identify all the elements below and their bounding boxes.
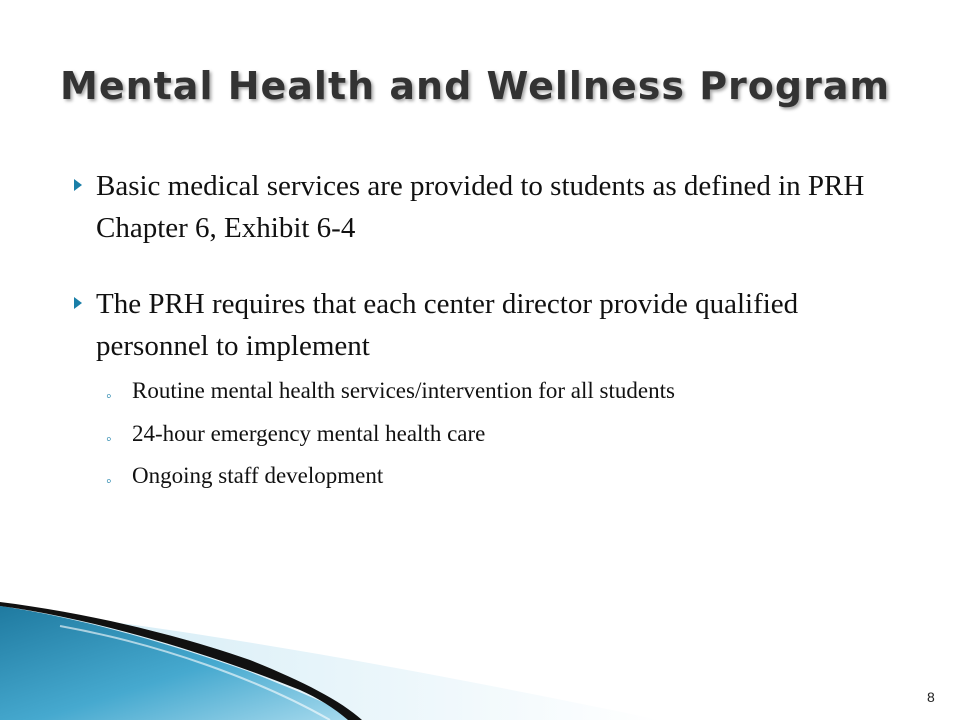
sub-bullet-text: Ongoing staff development [132, 463, 384, 488]
bullet-item [96, 165, 876, 249]
sub-bullet-item [106, 419, 912, 449]
page-number: 8 [927, 689, 935, 705]
sub-bullet-text: 24-hour emergency mental health care [132, 421, 486, 446]
bullet-text: Basic medical services are provided to students as defined in PRH Chapter 6, Exhibit 6-4 [96, 170, 865, 244]
ring-bullet-icon: ◦ [106, 388, 112, 405]
triangle-arrow-icon [74, 179, 82, 191]
slide-title: Mental Health and Wellness Program [60, 64, 891, 108]
sub-bullet-item [106, 461, 912, 491]
triangle-arrow-icon [74, 297, 82, 309]
ring-bullet-icon: ◦ [106, 473, 112, 490]
bullet-item [96, 283, 876, 367]
bullet-text: The PRH requires that each center director provide qualified personnel to implement [96, 288, 799, 362]
sub-bullet-item [106, 376, 912, 406]
sub-bullet-text: Routine mental health services/intervention for all students [132, 378, 675, 403]
ring-bullet-icon: ◦ [106, 431, 112, 448]
